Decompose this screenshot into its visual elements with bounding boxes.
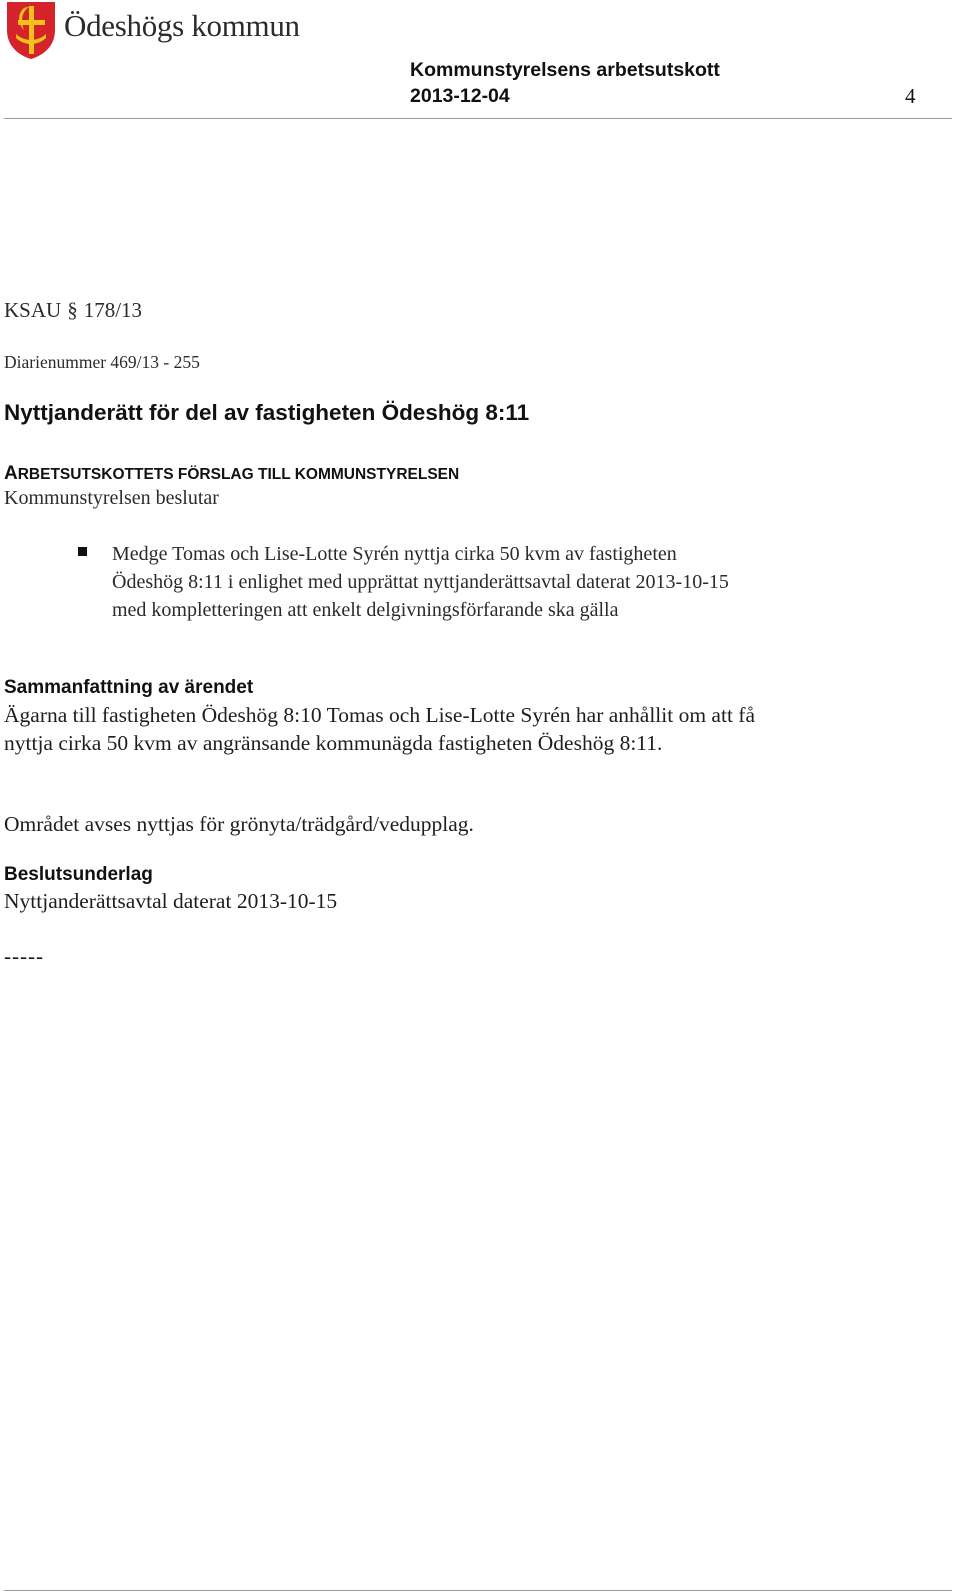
- bullet-square-icon: [78, 547, 87, 556]
- case-number: 178/13: [83, 298, 143, 322]
- basis-item: Nyttjanderättsavtal daterat 2013-10-15: [4, 889, 338, 913]
- summary-paragraph: Ägarna till fastigheten Ödeshög 8:10 Tomas och Lise-Lotte Syrén har anhållit om att få nyttja cirka 50 kvm av angränsande kommunägda fastigheten Ödeshög 8:11.: [4, 703, 755, 755]
- committee-name: Kommunstyrelsens arbetsutskott: [410, 59, 720, 81]
- municipality-name: Ödeshögs kommun: [64, 8, 300, 43]
- case-title: Nyttjanderätt för del av fastigheten Ödeshög 8:11: [4, 400, 530, 425]
- coat-of-arms-icon: [4, 0, 58, 60]
- area-note: Området avses nyttjas för grönyta/trädgård/vedupplag.: [4, 812, 474, 836]
- municipality-logo: [4, 0, 304, 62]
- summary-heading: Sammanfattning av ärendet: [4, 677, 254, 698]
- meeting-date: 2013-12-04: [410, 85, 510, 107]
- diary-number: Diarienummer 469/13 - 255: [4, 352, 200, 372]
- decision-bullet: Medge Tomas och Lise-Lotte Syrén nyttja cirka 50 kvm av fastigheten Ödeshög 8:11 i enlighet med upprättat nyttjanderättsavtal daterat 2013-10-15 med kompletteringen att enkelt delgivningsförfarande ska gälla: [112, 543, 729, 621]
- header-divider: [4, 118, 952, 119]
- decision-intro: Kommunstyrelsen beslutar: [4, 487, 219, 509]
- end-marker: -----: [4, 944, 44, 968]
- basis-heading: Beslutsunderlag: [4, 864, 153, 885]
- proposal-heading-initial: A: [4, 463, 18, 484]
- case-reference: [4, 298, 142, 323]
- proposal-heading: [4, 463, 459, 485]
- case-prefix: KSAU: [4, 298, 62, 322]
- proposal-heading-rest: RBETSUTSKOTTETS FÖRSLAG TILL KOMMUNSTYRELSEN: [17, 466, 460, 483]
- page-number: 4: [905, 84, 916, 108]
- paragraph-symbol: §: [67, 298, 78, 322]
- footer-divider: [4, 1590, 952, 1591]
